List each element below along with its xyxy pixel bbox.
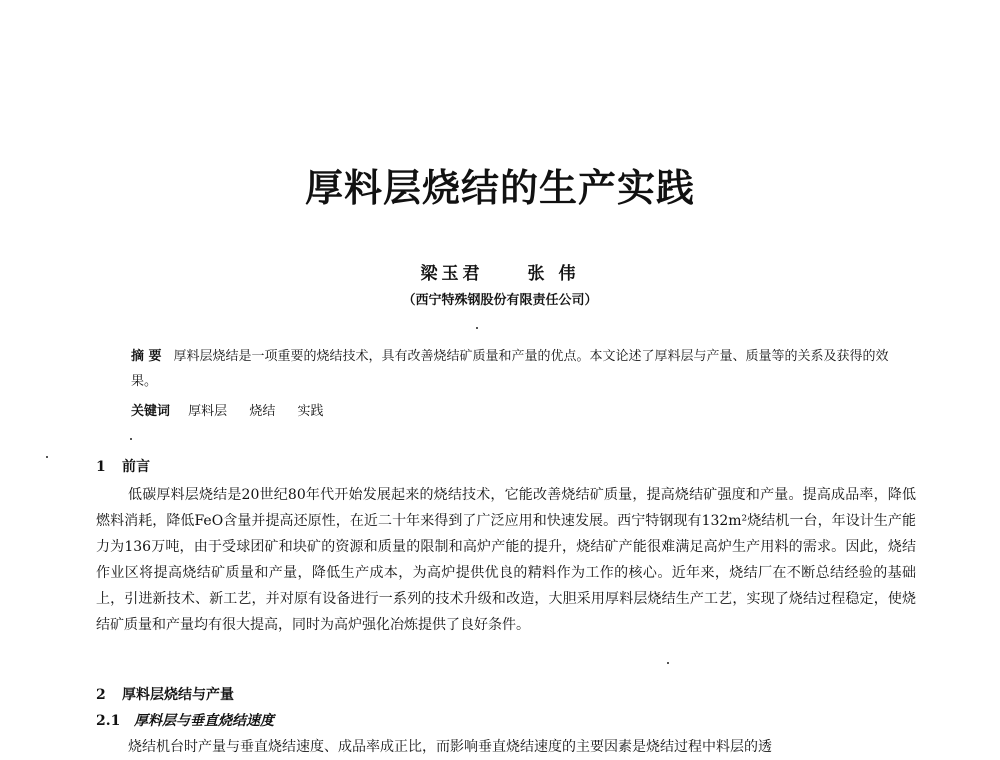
author-list xyxy=(0,259,1000,284)
section-heading xyxy=(96,456,150,476)
keywords-label: 关键词 xyxy=(131,404,171,419)
section-title: 前言 xyxy=(122,459,150,475)
scan-speck xyxy=(667,662,669,664)
scan-speck xyxy=(476,327,478,329)
author-name: 梁玉君 xyxy=(420,264,484,284)
abstract-text: 厚料层烧结是一项重要的烧结技术，具有改善烧结矿质量和产量的优点。本文论述了厚料层与产量、质量等的关系及获得的效果。 xyxy=(131,349,889,389)
body-paragraph: 烧结机台时产量与垂直烧结速度、成品率成正比，而影响垂直烧结速度的主要因素是烧结过程中料层的透 xyxy=(128,739,772,755)
scan-speck xyxy=(130,438,132,440)
author-name: 张 伟 xyxy=(527,264,580,284)
keywords xyxy=(131,400,341,419)
subsection-heading xyxy=(96,710,274,730)
keyword: 实践 xyxy=(297,404,324,419)
abstract xyxy=(131,344,891,394)
subsection-title: 厚料层与垂直烧结速度 xyxy=(134,713,274,729)
subsection-number: 2.1 xyxy=(96,713,121,729)
paper-title: 厚料层烧结的生产实践 xyxy=(304,165,695,210)
section-heading xyxy=(96,684,234,704)
section-title: 厚料层烧结与产量 xyxy=(122,687,234,703)
affiliation: （西宁特殊钢股份有限责任公司） xyxy=(402,293,598,308)
keyword: 烧结 xyxy=(249,404,276,419)
section-number: 2 xyxy=(96,687,106,703)
scan-speck xyxy=(46,456,48,458)
body-paragraph: 低碳厚料层烧结是20世纪80年代开始发展起来的烧结技术，它能改善烧结矿质量，提高烧结矿强度和产量。提高成品率，降低燃料消耗，降低FeO含量并提高还原性，在近二十年来得到了广泛应用和快速发展。西宁特钢现有132m²烧结机一台，年设计生产能力为136万吨，由于受球团矿和块矿的资源和质量的限制和高炉产能的提升，烧结矿产能很难满足高炉生产用料的需求。因此，烧结作业区将提高烧结矿质量和产量，降低生产成本，为高炉提供优良的精料作为工作的核心。近年来，烧结厂在不断总结经验的基础上，引进新技术、新工艺，并对原有设备进行一系列的技术升级和改造，大胆采用厚料层烧结生产工艺，实现了烧结过程稳定，使烧结矿质量和产量均有很大提高，同时为高炉强化冶炼提供了良好条件。 xyxy=(96,487,916,633)
abstract-label: 摘 要 xyxy=(131,349,162,364)
section-number: 1 xyxy=(96,459,106,475)
keyword: 厚料层 xyxy=(188,404,228,419)
